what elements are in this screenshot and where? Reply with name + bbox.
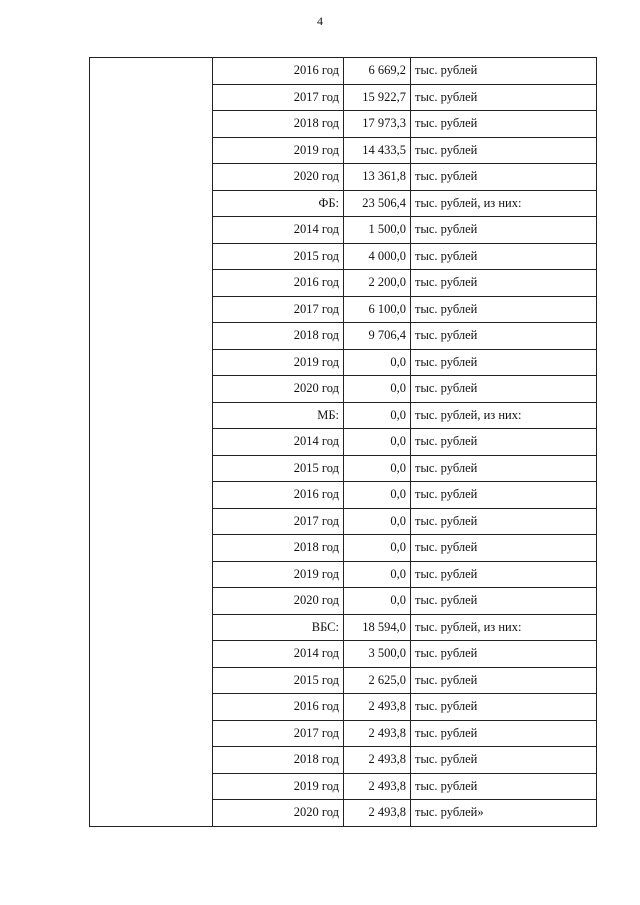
period-cell: 2015 год: [213, 667, 344, 694]
period-cell: 2016 год: [213, 482, 344, 509]
unit-cell: тыс. рублей: [411, 429, 597, 456]
period-cell: 2017 год: [213, 84, 344, 111]
amount-cell: 0,0: [344, 588, 411, 615]
amount-cell: 6 100,0: [344, 296, 411, 323]
period-cell: 2016 год: [213, 58, 344, 85]
unit-cell: тыс. рублей: [411, 84, 597, 111]
unit-cell: тыс. рублей: [411, 720, 597, 747]
period-cell: 2014 год: [213, 217, 344, 244]
period-cell: 2014 год: [213, 429, 344, 456]
amount-cell: 0,0: [344, 349, 411, 376]
period-cell: 2015 год: [213, 243, 344, 270]
amount-cell: 0,0: [344, 402, 411, 429]
period-cell: 2018 год: [213, 111, 344, 138]
unit-cell: тыс. рублей: [411, 641, 597, 668]
period-cell: 2017 год: [213, 508, 344, 535]
unit-cell: тыс. рублей: [411, 694, 597, 721]
period-cell: 2019 год: [213, 349, 344, 376]
unit-cell: тыс. рублей, из них:: [411, 402, 597, 429]
unit-cell: тыс. рублей: [411, 747, 597, 774]
unit-cell: тыс. рублей: [411, 270, 597, 297]
funding-table: [89, 57, 597, 827]
unit-cell: тыс. рублей: [411, 111, 597, 138]
amount-cell: 3 500,0: [344, 641, 411, 668]
unit-cell: тыс. рублей: [411, 667, 597, 694]
unit-cell: тыс. рублей: [411, 535, 597, 562]
amount-cell: 2 493,8: [344, 773, 411, 800]
unit-cell: тыс. рублей, из них:: [411, 190, 597, 217]
amount-cell: 4 000,0: [344, 243, 411, 270]
amount-cell: 6 669,2: [344, 58, 411, 85]
unit-cell: тыс. рублей: [411, 455, 597, 482]
period-cell: 2016 год: [213, 270, 344, 297]
unit-cell: тыс. рублей: [411, 296, 597, 323]
amount-cell: 13 361,8: [344, 164, 411, 191]
period-cell: МБ:: [213, 402, 344, 429]
amount-cell: 0,0: [344, 508, 411, 535]
unit-cell: тыс. рублей: [411, 376, 597, 403]
amount-cell: 9 706,4: [344, 323, 411, 350]
unit-cell: тыс. рублей: [411, 588, 597, 615]
unit-cell: тыс. рублей: [411, 58, 597, 85]
period-cell: 2018 год: [213, 535, 344, 562]
amount-cell: 0,0: [344, 376, 411, 403]
unit-cell: тыс. рублей: [411, 323, 597, 350]
table-row: [90, 58, 597, 85]
period-cell: ФБ:: [213, 190, 344, 217]
amount-cell: 18 594,0: [344, 614, 411, 641]
unit-cell: тыс. рублей: [411, 482, 597, 509]
page-number: 4: [317, 14, 323, 28]
unit-cell: тыс. рублей: [411, 243, 597, 270]
amount-cell: 1 500,0: [344, 217, 411, 244]
period-cell: 2019 год: [213, 137, 344, 164]
amount-cell: 15 922,7: [344, 84, 411, 111]
amount-cell: 0,0: [344, 482, 411, 509]
amount-cell: 2 493,8: [344, 747, 411, 774]
unit-cell: тыс. рублей: [411, 137, 597, 164]
period-cell: 2016 год: [213, 694, 344, 721]
period-cell: 2020 год: [213, 588, 344, 615]
empty-left-cell: [90, 58, 213, 827]
period-cell: 2017 год: [213, 720, 344, 747]
unit-cell: тыс. рублей: [411, 217, 597, 244]
amount-cell: 0,0: [344, 535, 411, 562]
period-cell: 2019 год: [213, 773, 344, 800]
amount-cell: 2 200,0: [344, 270, 411, 297]
period-cell: 2020 год: [213, 164, 344, 191]
period-cell: 2017 год: [213, 296, 344, 323]
period-cell: 2018 год: [213, 323, 344, 350]
amount-cell: 23 506,4: [344, 190, 411, 217]
unit-cell: тыс. рублей: [411, 561, 597, 588]
amount-cell: 2 493,8: [344, 800, 411, 827]
amount-cell: 2 493,8: [344, 694, 411, 721]
period-cell: 2019 год: [213, 561, 344, 588]
period-cell: 2018 год: [213, 747, 344, 774]
amount-cell: 0,0: [344, 561, 411, 588]
unit-cell: тыс. рублей: [411, 508, 597, 535]
period-cell: 2015 год: [213, 455, 344, 482]
unit-cell: тыс. рублей: [411, 349, 597, 376]
unit-cell: тыс. рублей: [411, 773, 597, 800]
amount-cell: 2 625,0: [344, 667, 411, 694]
period-cell: ВБС:: [213, 614, 344, 641]
amount-cell: 0,0: [344, 455, 411, 482]
period-cell: 2014 год: [213, 641, 344, 668]
amount-cell: 2 493,8: [344, 720, 411, 747]
unit-cell: тыс. рублей, из них:: [411, 614, 597, 641]
funding-table-body: [90, 58, 597, 827]
amount-cell: 14 433,5: [344, 137, 411, 164]
amount-cell: 17 973,3: [344, 111, 411, 138]
unit-cell: тыс. рублей: [411, 164, 597, 191]
unit-cell: тыс. рублей»: [411, 800, 597, 827]
period-cell: 2020 год: [213, 376, 344, 403]
period-cell: 2020 год: [213, 800, 344, 827]
amount-cell: 0,0: [344, 429, 411, 456]
